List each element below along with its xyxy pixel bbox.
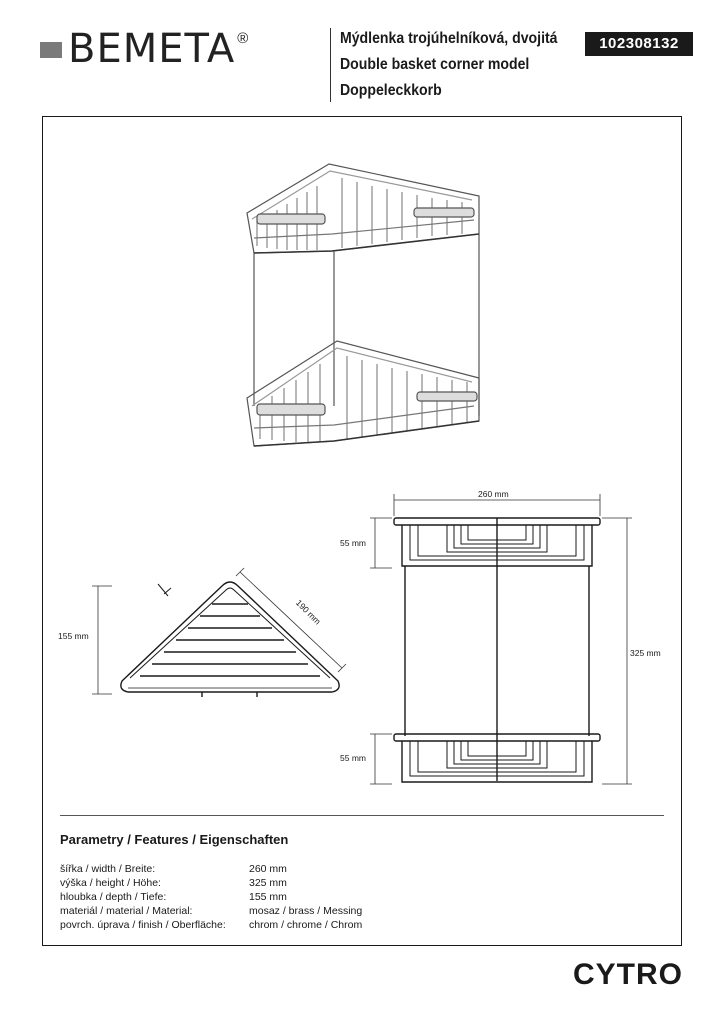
- spec-label: materiál / material / Material:: [60, 905, 193, 917]
- spec-value: 260 mm: [249, 863, 287, 875]
- spec-row: [60, 918, 449, 932]
- dim-height: 325 mm: [630, 648, 661, 658]
- spec-row: [60, 890, 449, 904]
- product-code-badge: 102308132: [585, 32, 693, 56]
- registered-mark: ®: [237, 30, 249, 47]
- title-de: Doppeleckkorb: [340, 82, 442, 99]
- spec-row: [60, 876, 449, 890]
- title-en: Double basket corner model: [340, 56, 530, 73]
- spec-value: chrom / chrome / Chrom: [249, 919, 363, 931]
- header-divider: [330, 28, 331, 102]
- brand-logo: [40, 26, 248, 72]
- features-heading: Parametry / Features / Eigenschaften: [60, 832, 289, 847]
- spec-row: [60, 904, 449, 918]
- dim-plan-depth: 155 mm: [58, 631, 89, 641]
- front-elevation: [394, 518, 600, 782]
- spec-table: [60, 862, 449, 932]
- spec-label: hloubka / depth / Tiefe:: [60, 891, 167, 903]
- plan-dimension-lines: [92, 568, 346, 694]
- logo-mark: [40, 42, 62, 58]
- spec-value: mosaz / brass / Messing: [249, 905, 363, 917]
- screw-icon: [158, 584, 171, 596]
- product-photo: [247, 164, 479, 446]
- product-titles: [340, 26, 587, 104]
- series-name: CYTRO: [573, 958, 683, 991]
- spec-row: [60, 862, 449, 876]
- dim-width: 260 mm: [478, 489, 509, 499]
- title-cs: Mýdlenka trojúhelníková, dvojitá: [340, 30, 558, 47]
- dim-bottom-depth: 55 mm: [340, 753, 366, 763]
- brand-name: BEMETA: [68, 26, 236, 72]
- spec-label: šířka / width / Breite:: [60, 863, 156, 875]
- spec-label: výška / height / Höhe:: [60, 877, 161, 889]
- section-divider: [60, 815, 664, 816]
- dim-top-depth: 55 mm: [340, 538, 366, 548]
- spec-value: 325 mm: [249, 877, 287, 889]
- dim-plan-diagonal: 190 mm: [294, 597, 323, 627]
- technical-drawing: [42, 116, 682, 816]
- spec-value: 155 mm: [249, 891, 287, 903]
- spec-label: povrch. úprava / finish / Oberfläche:: [60, 919, 226, 931]
- plan-view: [121, 582, 339, 697]
